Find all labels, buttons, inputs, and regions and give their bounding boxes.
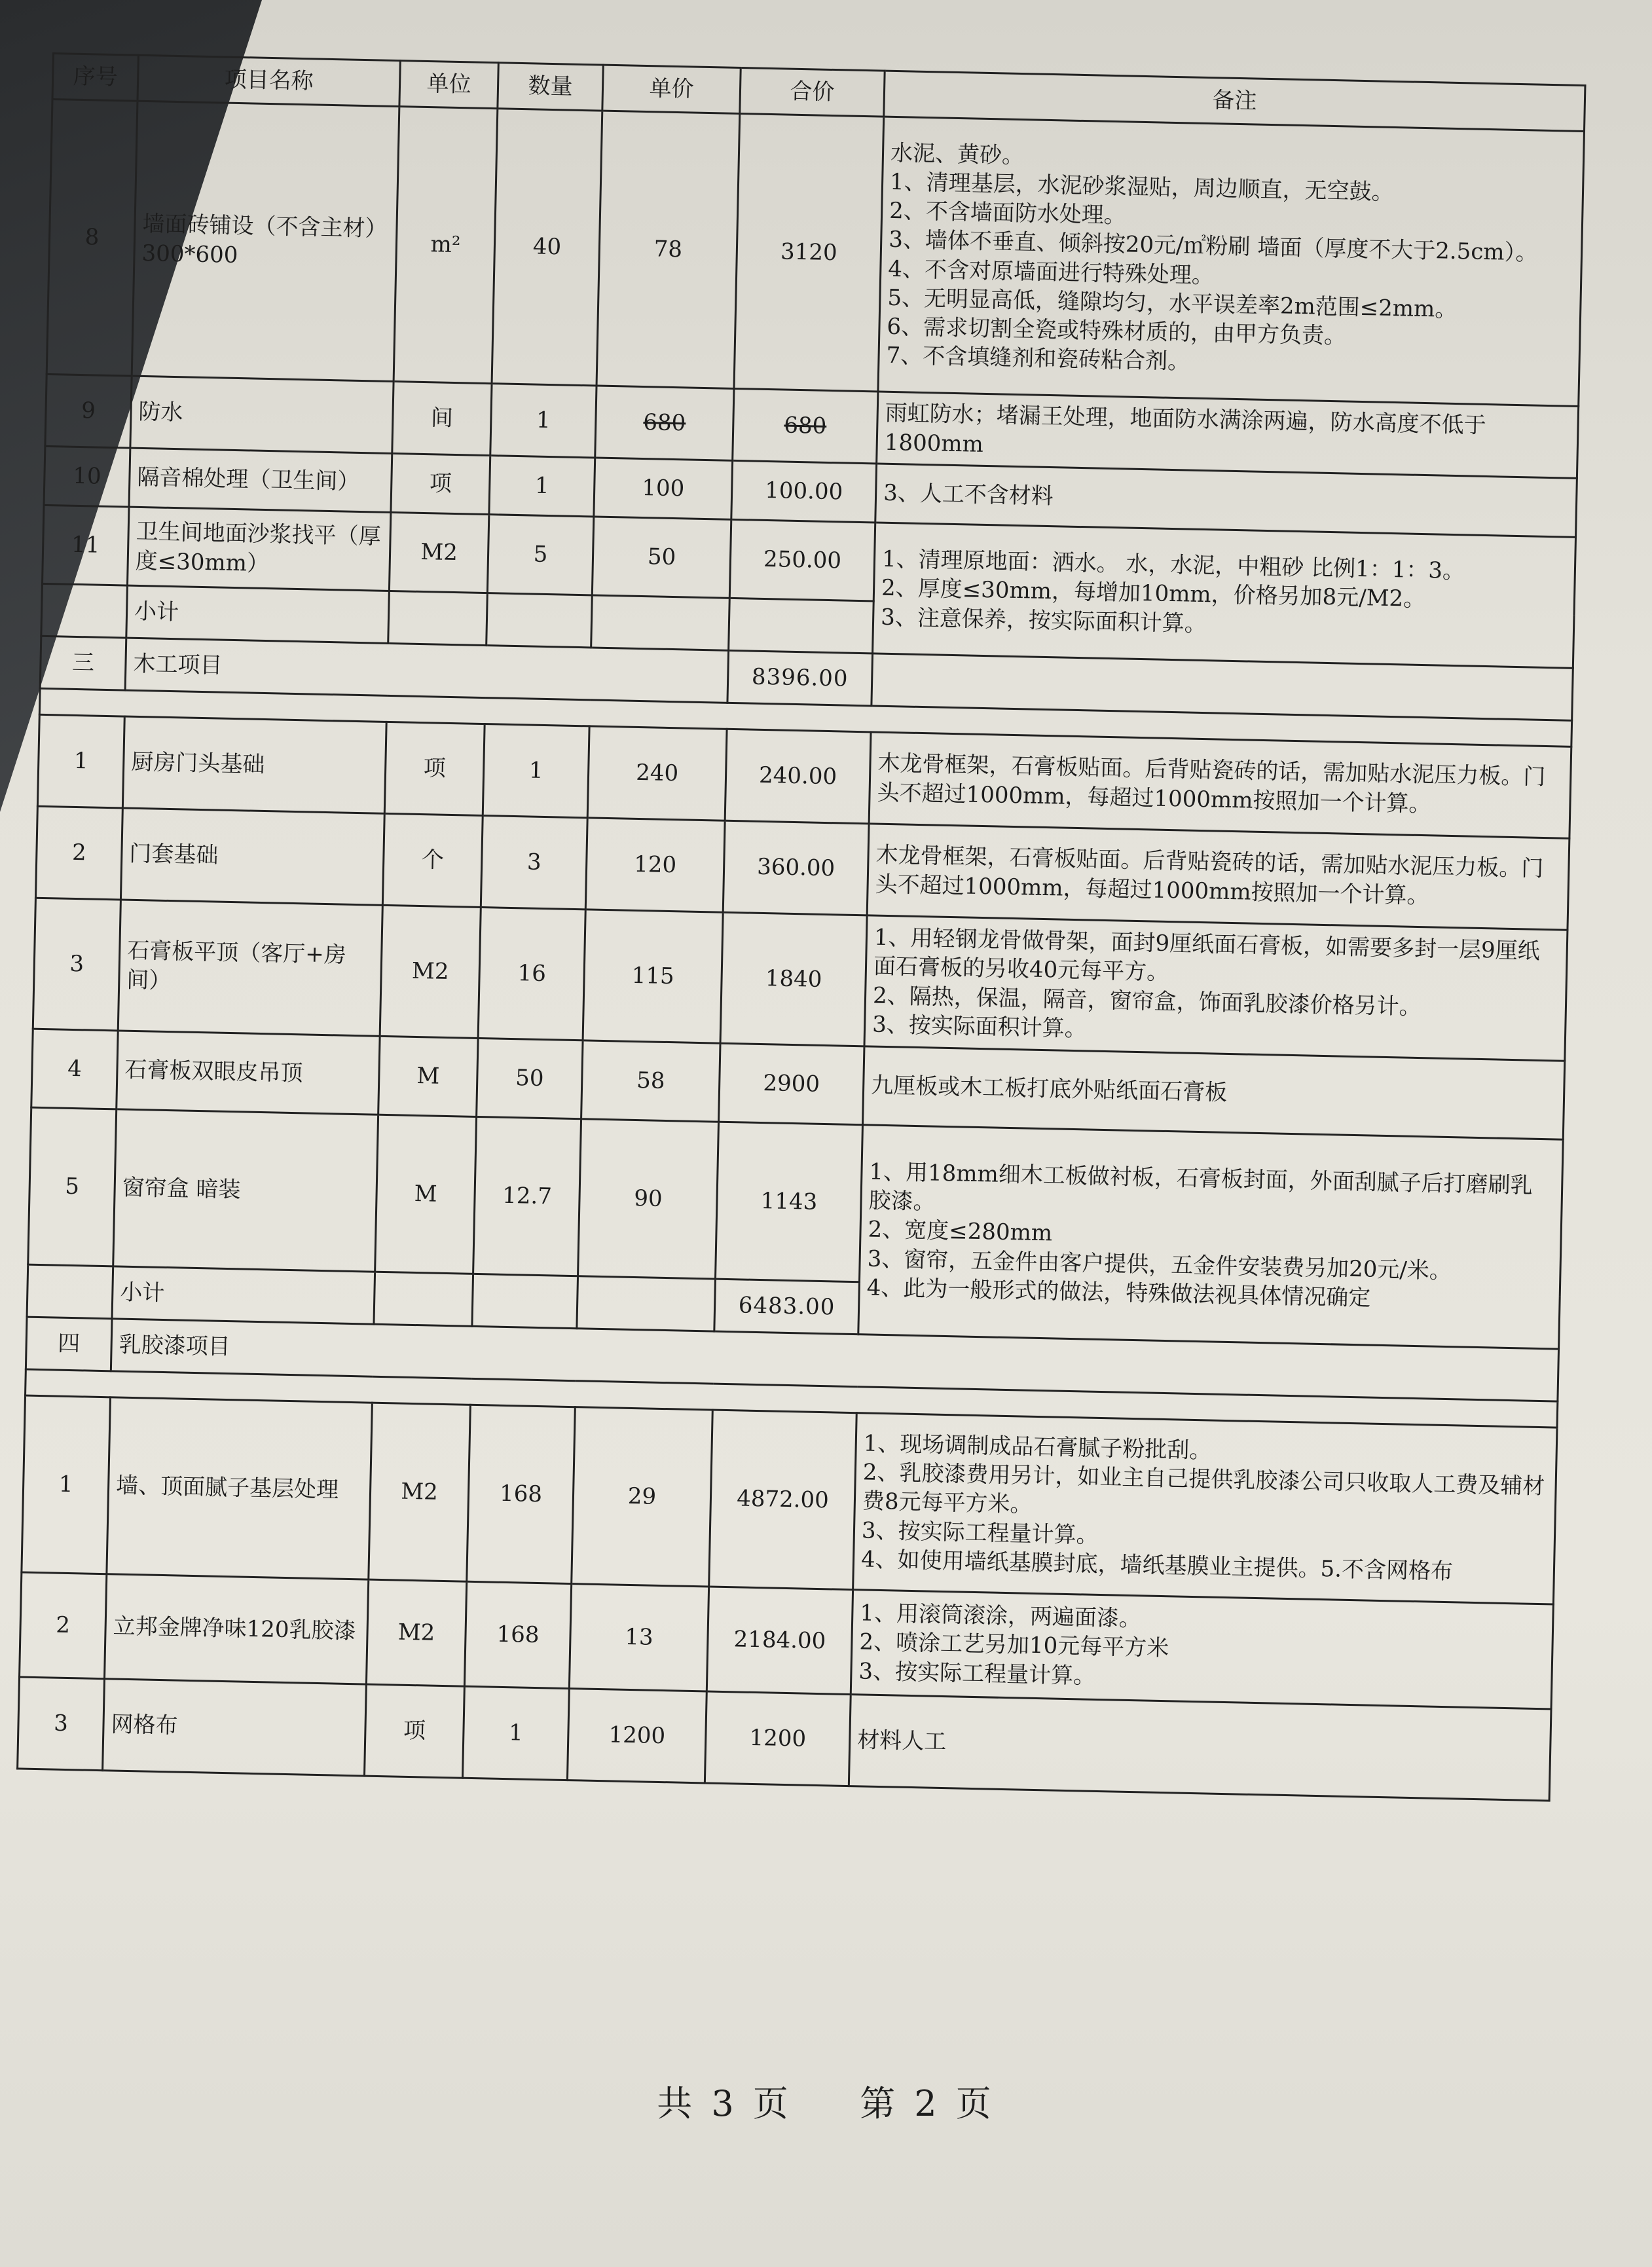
row-price: 1200 [567, 1689, 707, 1783]
row-qty: 12.7 [473, 1116, 581, 1276]
row-unit: M2 [389, 512, 488, 593]
row-name: 卫生间地面沙浆找平（厚度≤30mm） [127, 507, 390, 591]
row-total: 2184.00 [707, 1587, 853, 1695]
row-note: 1、清理原地面：洒水。 水，水泥，中粗砂 比例1：1：3。 2、厚度≤30mm，每增加10mm，价格另加8元/M2。 3、注意保养，按实际面积计算。 [873, 523, 1576, 668]
row-unit: 间 [392, 382, 492, 456]
section-no: 四 [26, 1317, 112, 1371]
row-total: 1200 [705, 1691, 851, 1786]
row-qty: 50 [477, 1038, 583, 1118]
table-row [28, 1107, 1564, 1297]
row-price: 240 [587, 726, 727, 820]
row-name: 厨房门头基础 [122, 716, 386, 813]
row-no: 9 [45, 374, 132, 448]
row-no: 5 [28, 1107, 117, 1266]
row-price: 115 [583, 910, 723, 1043]
subtotal-label: 小计 [126, 585, 390, 643]
row-note: 九厘板或木工板打底外贴纸面石膏板 [862, 1046, 1564, 1139]
row-name: 石膏板双眼皮吊顶 [117, 1031, 380, 1115]
row-unit: M2 [369, 1403, 471, 1581]
row-price: 58 [581, 1041, 720, 1122]
row-qty: 3 [481, 816, 587, 910]
row-note: 1、现场调制成品石膏腻子粉批刮。 2、乳胶漆费用另计，如业主自己提供乳胶漆公司只收取人工费及辅材费8元每平方米。 3、按实际工程量计算。 4、如使用墙纸基膜封底，墙纸基膜业主提供。5.不含网格布 [853, 1413, 1557, 1604]
row-no: 2 [35, 806, 122, 900]
row-total: 1143 [715, 1122, 862, 1282]
row-name: 窗帘盒 暗装 [113, 1109, 378, 1272]
table-row [22, 1395, 1557, 1604]
page-footer [0, 2076, 1652, 2126]
row-unit: 项 [391, 453, 490, 514]
row-unit: M [375, 1115, 477, 1274]
header-total: 合价 [740, 68, 885, 117]
row-total: 2900 [719, 1043, 864, 1125]
row-name: 门套基础 [120, 808, 384, 905]
row-unit: M2 [366, 1579, 466, 1686]
row-no: 1 [37, 714, 124, 808]
section-title: 木工项目 [125, 638, 728, 703]
row-qty: 1 [462, 1686, 569, 1780]
row-qty: 1 [483, 724, 589, 818]
row-qty: 16 [478, 907, 585, 1040]
row-no: 4 [31, 1029, 118, 1109]
current-page: 第 2 页 [860, 2083, 995, 2124]
row-qty: 1 [490, 384, 597, 458]
row-total: 3120 [734, 114, 884, 392]
row-name: 石膏板平顶（客厅+房间） [118, 900, 382, 1036]
row-note: 1、用滚筒滚涂，两遍面漆。 2、喷涂工艺另加10元每平方米 3、按实际工程量计算。 [851, 1590, 1553, 1709]
row-total: 360.00 [723, 820, 869, 915]
row-note: 雨虹防水；堵漏王处理，地面防水满涂两遍，防水高度不低于1800mm [877, 392, 1579, 478]
row-no: 3 [18, 1677, 105, 1771]
header-qty: 数量 [498, 63, 603, 111]
row-unit: 项 [384, 722, 485, 815]
row-qty: 168 [467, 1405, 576, 1583]
header-price: 单价 [602, 65, 741, 113]
row-note: 木龙骨框架，石膏板贴面。后背贴瓷砖的话，需加贴水泥压力板。门头不超过1000mm，每超过1000mm按照加一个计算。 [869, 732, 1571, 838]
row-note: 材料人工 [849, 1695, 1551, 1801]
row-name: 立邦金牌净味120乳胶漆 [105, 1574, 369, 1684]
row-note: 3、人工不含材料 [875, 464, 1577, 537]
section-total: 8396.00 [727, 650, 873, 706]
row-price: 680 [595, 386, 734, 460]
row-note: 木龙骨框架，石膏板贴面。后背贴瓷砖的话，需加贴水泥压力板。门头不超过1000mm，每超过1000mm按照加一个计算。 [867, 824, 1569, 930]
row-no: 10 [44, 446, 130, 507]
header-name: 项目名称 [138, 55, 400, 106]
header-unit: 单位 [399, 61, 498, 109]
row-unit: 项 [364, 1684, 464, 1778]
row-price: 13 [569, 1584, 708, 1691]
row-name: 隔音棉处理（卫生间） [129, 448, 392, 512]
row-unit: m² [394, 107, 498, 384]
header-no: 序号 [52, 54, 138, 101]
row-price: 29 [572, 1407, 713, 1587]
row-unit: 个 [382, 813, 483, 907]
row-name: 防水 [130, 376, 394, 453]
row-unit: M [378, 1036, 478, 1116]
row-qty: 5 [487, 515, 593, 595]
row-total: 250.00 [729, 519, 875, 601]
row-qty: 40 [492, 109, 602, 386]
row-qty: 168 [464, 1581, 571, 1688]
row-total: 1840 [720, 912, 867, 1046]
row-no: 3 [33, 898, 120, 1031]
row-price: 90 [578, 1119, 719, 1279]
row-total: 680 [733, 388, 878, 464]
row-total: 4872.00 [709, 1410, 857, 1590]
row-unit: M2 [380, 905, 481, 1038]
quotation-table [16, 52, 1586, 1801]
section-no: 三 [40, 636, 126, 690]
subtotal-value: 6483.00 [714, 1279, 860, 1335]
row-price: 100 [594, 458, 733, 519]
table-row [46, 100, 1584, 407]
row-name: 网格布 [103, 1679, 367, 1776]
total-pages: 共 3 页 [657, 2083, 792, 2124]
row-note: 1、用轻钢龙骨做骨架，面封9厘纸面石膏板，如需要多封一层9厘纸面石膏板的另收40元每平方。 2、隔热，保温，隔音，窗帘盒，饰面乳胶漆价格另计。 3、按实际面积计算。 [864, 915, 1568, 1061]
row-name: 墙面砖铺设（不含主材）300*600 [132, 101, 399, 381]
row-total: 240.00 [725, 729, 871, 824]
row-price: 120 [585, 818, 725, 912]
row-no: 11 [43, 505, 129, 585]
header-note: 备注 [884, 71, 1585, 131]
quotation-sheet [16, 52, 1584, 1801]
section-title: 乳胶漆项目 [111, 1319, 1558, 1401]
row-price: 78 [597, 111, 740, 388]
row-note: 1、用18mm细木工板做衬板，石膏板封面，外面刮腻子后打磨刷乳胶漆。 2、宽度≤280mm 3、窗帘，五金件由客户提供，五金件安装费另加20元/米。 4、此为一般形式的做法，特殊做法视具体情况确定 [858, 1125, 1563, 1349]
row-no: 1 [22, 1395, 111, 1574]
row-name: 墙、顶面腻子基层处理 [107, 1397, 373, 1579]
row-total: 100.00 [731, 460, 877, 523]
row-price: 50 [592, 517, 731, 598]
row-no: 2 [20, 1572, 107, 1679]
row-qty: 1 [489, 456, 595, 517]
row-no: 8 [46, 100, 138, 377]
row-note: 水泥、黄砂。 1、清理基层，水泥砂浆湿贴，周边顺直，无空鼓。 2、不含墙面防水处理。 3、墙体不垂直、倾斜按20元/㎡粉刷 墙面（厚度不大于2.5cm）。 4、不含对原墙面进行特殊处理。 5、无明显高低，缝隙均匀，水平误差率2m范围≤2mm。 6、需求切割全瓷或特殊材质的，由甲方负责。 7、不含填缝剂和瓷砖粘合剂。 [878, 117, 1585, 406]
subtotal-label: 小计 [112, 1266, 375, 1324]
